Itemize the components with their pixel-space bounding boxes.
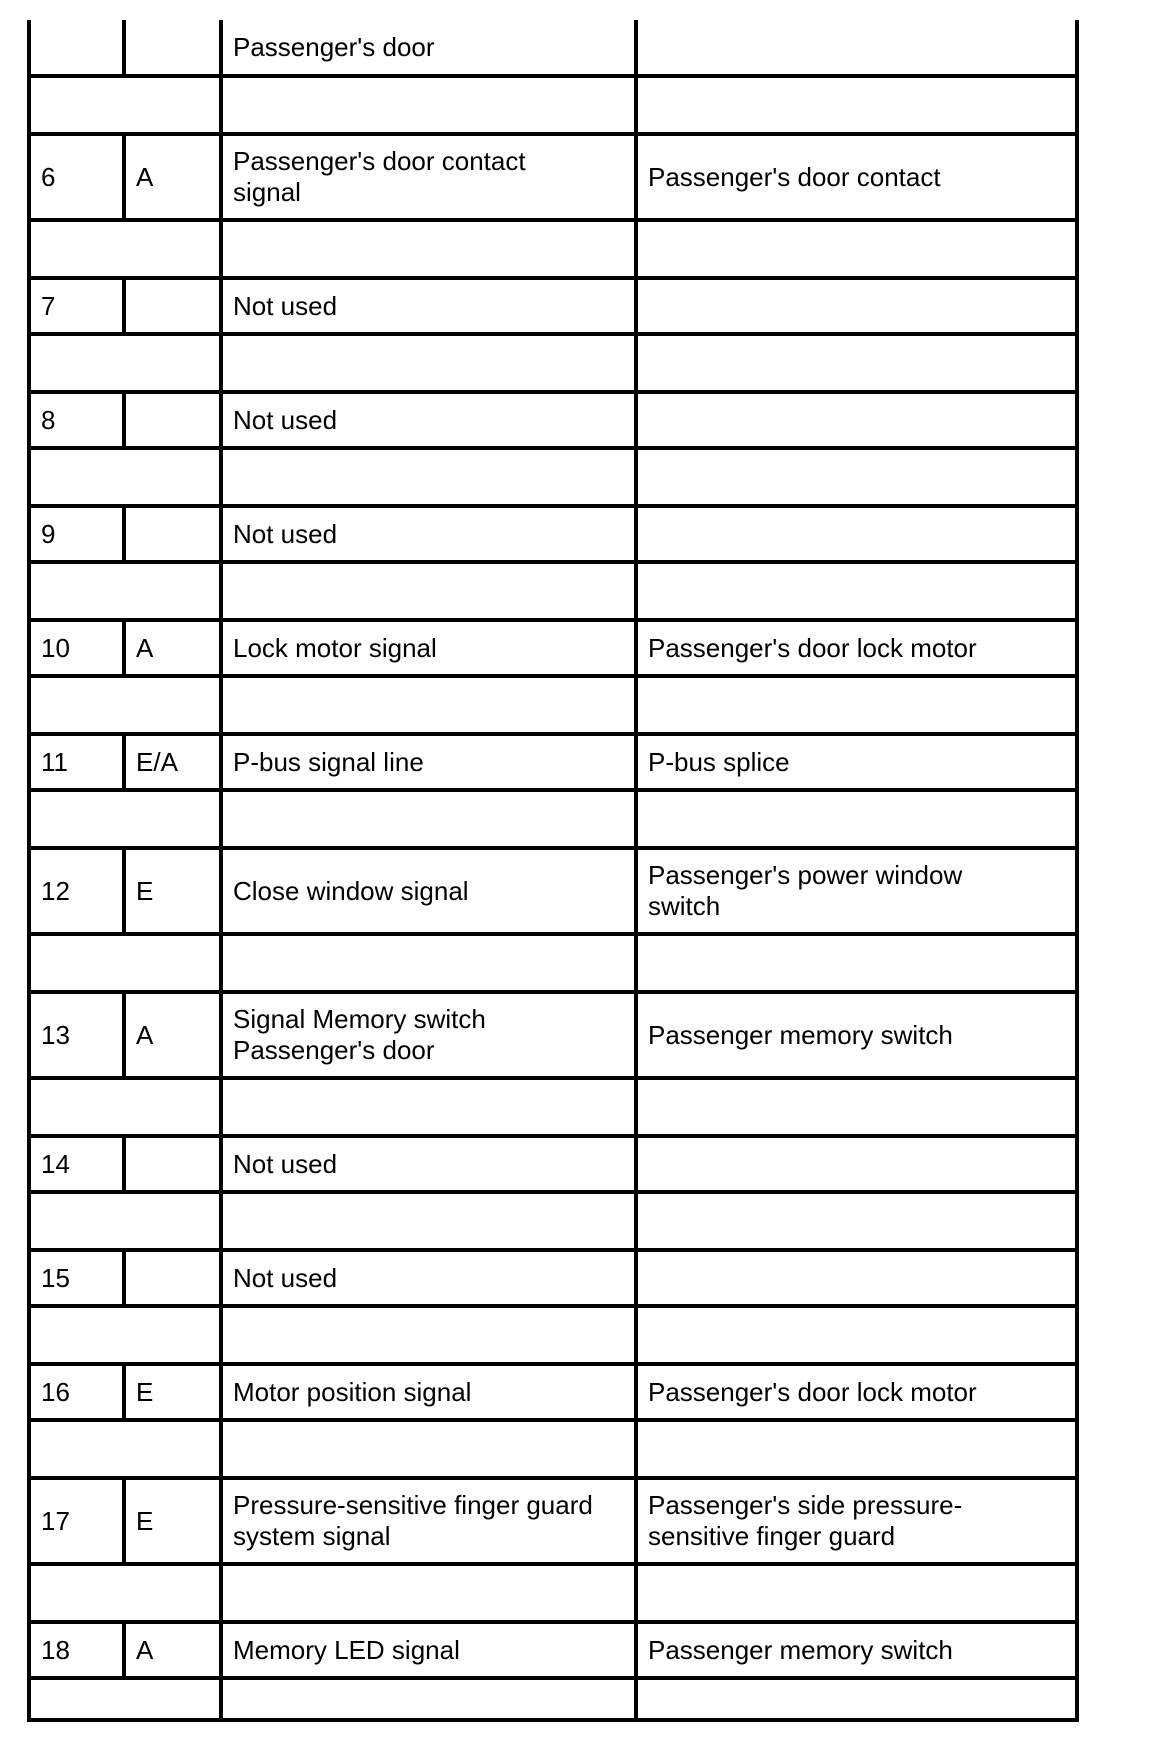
empty-cell xyxy=(31,336,223,390)
spacer-row xyxy=(31,1194,1075,1252)
table-row xyxy=(31,508,1075,564)
type-cell xyxy=(126,394,223,446)
spacer-row xyxy=(31,678,1075,736)
description-cell xyxy=(223,508,638,560)
description-cell-text: P-bus signal line xyxy=(233,746,424,777)
pin-cell-text: 11 xyxy=(41,746,68,777)
spacer-row xyxy=(31,936,1075,994)
type-cell-text: A xyxy=(136,161,154,192)
type-cell-text: A xyxy=(136,1634,154,1665)
description-cell xyxy=(223,1138,638,1190)
type-cell xyxy=(126,508,223,560)
description-cell xyxy=(223,1480,638,1562)
empty-cell xyxy=(223,678,638,732)
component-cell-text: P-bus splice xyxy=(648,746,790,777)
empty-cell xyxy=(31,1680,223,1722)
type-cell xyxy=(126,850,223,932)
description-cell-text: Passenger's door xyxy=(233,31,435,62)
spacer-row xyxy=(31,222,1075,280)
empty-cell xyxy=(638,336,1075,390)
empty-cell xyxy=(223,78,638,132)
description-cell xyxy=(223,994,638,1076)
empty-cell xyxy=(31,1194,223,1248)
description-cell-text: Not used xyxy=(233,290,338,321)
empty-cell xyxy=(31,1422,223,1476)
spacer-row xyxy=(31,792,1075,850)
pin-cell xyxy=(31,1624,126,1676)
empty-cell xyxy=(638,1308,1075,1362)
description-cell xyxy=(223,850,638,932)
type-cell xyxy=(126,994,223,1076)
spacer-row xyxy=(31,1422,1075,1480)
spacer-row xyxy=(31,1680,1075,1722)
table-row xyxy=(31,850,1075,936)
empty-cell xyxy=(223,222,638,276)
description-cell xyxy=(223,394,638,446)
type-cell-text: A xyxy=(136,1019,154,1050)
description-cell-text: Not used xyxy=(233,404,338,435)
description-cell-text: Signal Memory switch Passenger's door xyxy=(233,1004,486,1065)
pin-cell xyxy=(31,508,126,560)
type-cell xyxy=(126,622,223,674)
description-cell-text: Memory LED signal xyxy=(233,1634,460,1665)
table-row xyxy=(31,736,1075,792)
pin-cell-text: 6 xyxy=(41,161,56,192)
pin-cell xyxy=(31,1138,126,1190)
empty-cell xyxy=(638,1566,1075,1620)
spacer-row xyxy=(31,336,1075,394)
component-cell xyxy=(638,1252,1075,1304)
empty-cell xyxy=(638,1422,1075,1476)
empty-cell xyxy=(638,936,1075,990)
empty-cell xyxy=(31,936,223,990)
pin-cell-text: 9 xyxy=(41,518,56,549)
empty-cell xyxy=(223,1566,638,1620)
empty-cell xyxy=(638,1080,1075,1134)
table-row xyxy=(31,136,1075,222)
empty-cell xyxy=(31,222,223,276)
component-cell xyxy=(638,736,1075,788)
empty-cell xyxy=(223,792,638,846)
type-cell-text: E xyxy=(136,1505,154,1536)
type-cell xyxy=(126,736,223,788)
empty-cell xyxy=(223,336,638,390)
table-row xyxy=(31,1252,1075,1308)
table-row xyxy=(31,994,1075,1080)
empty-cell xyxy=(223,1422,638,1476)
pin-cell xyxy=(31,394,126,446)
pin-cell xyxy=(31,994,126,1076)
component-cell-text: Passenger's door lock motor xyxy=(648,632,977,663)
component-cell xyxy=(638,20,1075,74)
component-cell-text: Passenger's power window switch xyxy=(648,860,963,921)
table-row xyxy=(31,1138,1075,1194)
component-cell xyxy=(638,136,1075,218)
empty-cell xyxy=(223,936,638,990)
type-cell xyxy=(126,136,223,218)
description-cell-text: Passenger's door contact signal xyxy=(233,146,526,207)
type-cell-text: E/A xyxy=(136,746,178,777)
description-cell xyxy=(223,1366,638,1418)
pin-cell xyxy=(31,736,126,788)
pin-cell-text: 12 xyxy=(41,875,70,906)
description-cell-text: Lock motor signal xyxy=(233,632,437,663)
description-cell-text: Pressure-sensitive finger guard system signal xyxy=(233,1490,593,1551)
table-row xyxy=(31,1480,1075,1566)
spacer-row xyxy=(31,1308,1075,1366)
empty-cell xyxy=(31,1566,223,1620)
empty-cell xyxy=(31,78,223,132)
empty-cell xyxy=(638,1680,1075,1722)
empty-cell xyxy=(638,222,1075,276)
pin-cell xyxy=(31,1252,126,1304)
type-cell xyxy=(126,1624,223,1676)
pin-cell-text: 17 xyxy=(41,1505,70,1536)
pin-cell xyxy=(31,850,126,932)
spacer-row xyxy=(31,1566,1075,1624)
description-cell-text: Not used xyxy=(233,518,338,549)
empty-cell xyxy=(223,564,638,618)
component-cell xyxy=(638,508,1075,560)
description-cell-text: Close window signal xyxy=(233,875,469,906)
table-row xyxy=(31,394,1075,450)
table-row xyxy=(31,622,1075,678)
description-cell xyxy=(223,622,638,674)
empty-cell xyxy=(638,78,1075,132)
empty-cell xyxy=(31,792,223,846)
pin-cell xyxy=(31,20,126,74)
empty-cell xyxy=(31,1308,223,1362)
pin-cell-text: 8 xyxy=(41,404,56,435)
empty-cell xyxy=(638,450,1075,504)
pin-cell-text: 16 xyxy=(41,1376,70,1407)
component-cell xyxy=(638,994,1075,1076)
pin-cell-text: 10 xyxy=(41,632,70,663)
empty-cell xyxy=(31,450,223,504)
type-cell xyxy=(126,1138,223,1190)
component-cell-text: Passenger memory switch xyxy=(648,1019,953,1050)
type-cell xyxy=(126,1366,223,1418)
component-cell xyxy=(638,622,1075,674)
pin-cell xyxy=(31,622,126,674)
description-cell xyxy=(223,736,638,788)
empty-cell xyxy=(31,564,223,618)
empty-cell xyxy=(223,450,638,504)
table-row xyxy=(31,1366,1075,1422)
empty-cell xyxy=(31,1080,223,1134)
pin-cell xyxy=(31,136,126,218)
type-cell xyxy=(126,1252,223,1304)
spacer-row xyxy=(31,1080,1075,1138)
empty-cell xyxy=(638,1194,1075,1248)
component-cell-text: Passenger's door lock motor xyxy=(648,1376,977,1407)
type-cell-text: E xyxy=(136,1376,154,1407)
pin-cell xyxy=(31,1366,126,1418)
component-cell xyxy=(638,850,1075,932)
component-cell xyxy=(638,280,1075,332)
description-cell-text: Not used xyxy=(233,1148,338,1179)
component-cell xyxy=(638,1138,1075,1190)
table-row xyxy=(31,1624,1075,1680)
empty-cell xyxy=(638,564,1075,618)
empty-cell xyxy=(638,678,1075,732)
component-cell-text: Passenger's door contact xyxy=(648,161,941,192)
description-cell xyxy=(223,1624,638,1676)
empty-cell xyxy=(223,1194,638,1248)
pin-cell-text: 14 xyxy=(41,1148,70,1179)
table-row xyxy=(31,20,1075,78)
component-cell xyxy=(638,394,1075,446)
pin-assignment-table xyxy=(27,20,1079,1722)
pin-cell xyxy=(31,1480,126,1562)
type-cell xyxy=(126,280,223,332)
empty-cell xyxy=(223,1680,638,1722)
empty-cell xyxy=(31,678,223,732)
pin-cell-text: 15 xyxy=(41,1262,70,1293)
component-cell-text: Passenger memory switch xyxy=(648,1634,953,1665)
description-cell xyxy=(223,280,638,332)
spacer-row xyxy=(31,564,1075,622)
empty-cell xyxy=(638,792,1075,846)
type-cell-text: A xyxy=(136,632,154,663)
pin-cell-text: 13 xyxy=(41,1019,70,1050)
component-cell-text: Passenger's side pressure- sensitive finger guard xyxy=(648,1490,963,1551)
spacer-row xyxy=(31,450,1075,508)
type-cell xyxy=(126,1480,223,1562)
component-cell xyxy=(638,1624,1075,1676)
description-cell xyxy=(223,1252,638,1304)
description-cell-text: Motor position signal xyxy=(233,1376,472,1407)
type-cell xyxy=(126,20,223,74)
table-row xyxy=(31,280,1075,336)
empty-cell xyxy=(223,1308,638,1362)
component-cell xyxy=(638,1480,1075,1562)
pin-cell-text: 7 xyxy=(41,290,56,321)
description-cell-text: Not used xyxy=(233,1262,338,1293)
pin-cell-text: 18 xyxy=(41,1634,70,1665)
pin-cell xyxy=(31,280,126,332)
description-cell xyxy=(223,20,638,74)
component-cell xyxy=(638,1366,1075,1418)
empty-cell xyxy=(223,1080,638,1134)
type-cell-text: E xyxy=(136,875,154,906)
spacer-row xyxy=(31,78,1075,136)
description-cell xyxy=(223,136,638,218)
